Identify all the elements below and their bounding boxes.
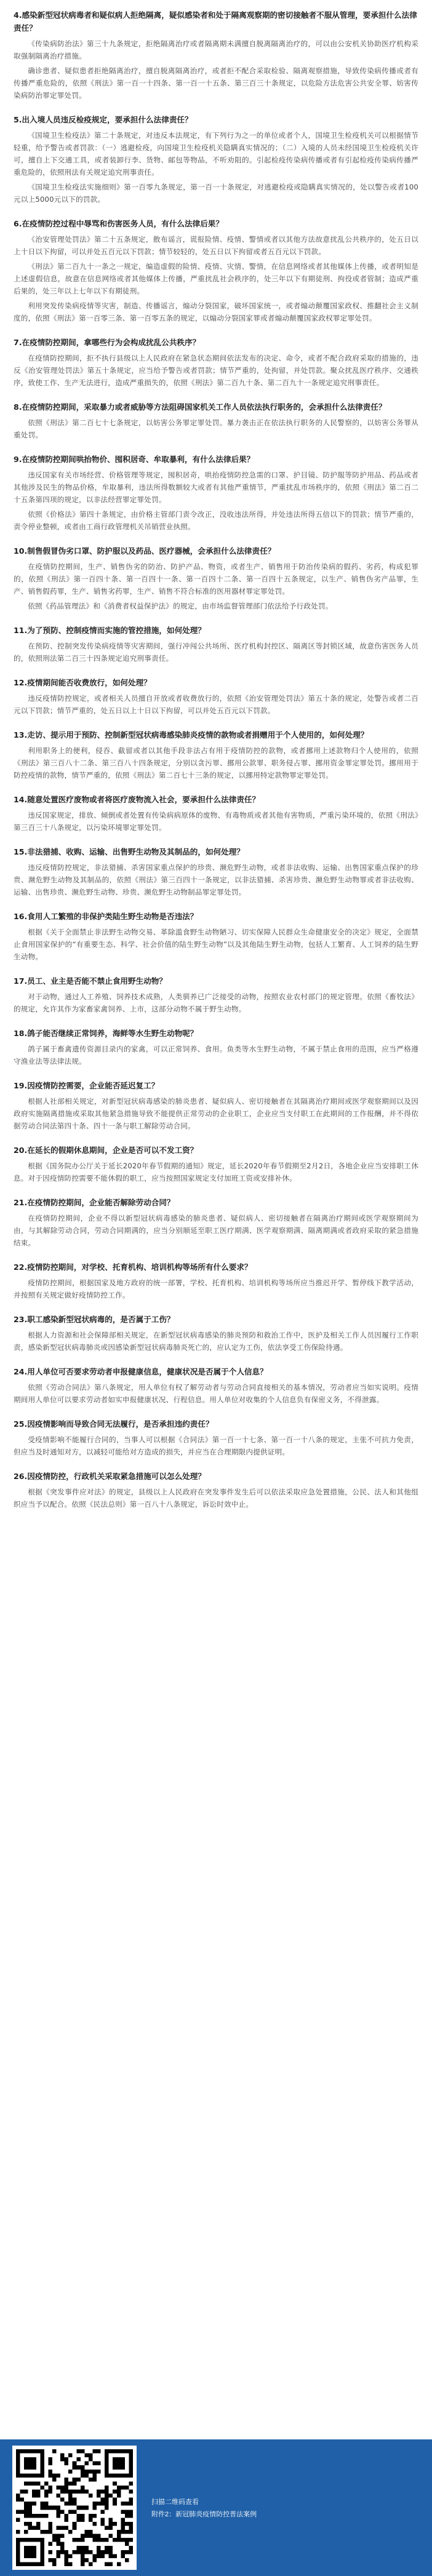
question-heading: 13.走访、提示用于预防、控制新型冠状病毒感染肺炎疫情的款物或者捐赠用于个人使用的，如何处理？ — [14, 730, 369, 740]
qa-item — [14, 845, 418, 898]
answer-paragraph: 在预防、控制突发传染病疫情等灾害期间，强行冲闯公共场所、医疗机构封控区、隔离区等封锁区域，故意伤害医务人员的，依照刑法第二百三十四条规定追究刑事责任。 — [14, 642, 418, 663]
answer-paragraph: 鸽子属于畜禽遗传资源目录内的家禽，可以正常饲养、食用。鱼类等水生野生动物，不属于禁止食用的范围，应当严格遵守渔业法等法律法规。 — [14, 1045, 418, 1066]
answer-paragraph: 在疫情防控期间，拒不执行县级以上人民政府在紧急状态期间依法发布的决定、命令，或者不配合政府采取的措施的，违反《治安管理处罚法》第五十条规定，应当给予警告或者罚款；情节严重的，处拘留，并处罚款。聚众扰乱医疗秩序、交通秩序，致使工作、生产无法进行，造成严重损失的，依照《刑法》第二百九十条、第二百九十一条规定追究刑事责任。 — [14, 354, 418, 387]
answer-paragraph: 依照《药品管理法》和《消费者权益保护法》的规定，由市场监督管理部门依法给予行政处罚。 — [28, 602, 333, 610]
question-heading: 4.感染新型冠状病毒者和疑似病人拒绝隔离，疑似感染者和处于隔离观察期的密切接触者不服从管理，要承担什么法律责任？ — [14, 10, 417, 33]
answer-paragraph: 依照《价格法》第四十条规定，由价格主管部门责令改正，没收违法所得，并处违法所得五倍以下的罚款；情节严重的，责令停业整顿，或者由工商行政管理机关吊销营业执照。 — [14, 510, 418, 531]
answer-paragraph: 疫情防控期间，根据国家及地方政府的统一部署，学校、托育机构、培训机构等场所应当推迟开学、暂停线下教学活动，并按照有关规定做好疫情防控工作。 — [14, 1278, 418, 1299]
qa-item — [14, 336, 418, 389]
question-heading: 15.非法猎捕、收购、运输、出售野生动物及其制品的，如何处理？ — [14, 847, 244, 856]
answer-paragraph: 根据《关于全面禁止非法野生动物交易、革除滥食野生动物陋习、切实保障人民群众生命健康安全的决定》规定，全面禁止食用国家保护的“有重要生态、科学、社会价值的陆生野生动物”以及其他陆生野生动物，包括人工繁育、人工饲养的陆生野生动物。 — [14, 928, 418, 961]
question-heading: 26.因疫情防控，行政机关采取紧急措施可以怎么处理？ — [14, 1472, 206, 1481]
answer-paragraph: 《刑法》第二百九十一条之一规定，编造虚假的险情、疫情、灾情、警情，在信息网络或者其他媒体上传播，或者明知是上述虚假信息，故意在信息网络或者其他媒体上传播，严重扰乱社会秩序的，处三年以下有期徒刑、拘役或者管制；造成严重后果的，处三年以上七年以下有期徒刑。 — [14, 262, 418, 295]
footer-banner — [0, 2439, 432, 2576]
answer-paragraph: 对于动物，通过人工养殖、饲养技术成熟，人类驯养已广泛接受的动物，按照农业农村部门的规定管理。依照《畜牧法》的规定，允许其作为家畜家禽饲养、上市，这部分动物不属于野生动物。 — [14, 992, 418, 1013]
qa-item — [14, 1418, 418, 1458]
qa-item — [14, 1079, 418, 1132]
answer-paragraph: 在疫情防控期间，生产、销售伪劣的防治、防护产品、物资，或者生产、销售用于防治传染病的假药、劣药，构成犯罪的，依照《刑法》第一百四十条、第一百四十一条、第一百四十二条、第一百四十五条规定，以生产、销售伪劣产品罪，生产、销售假药罪，生产、销售劣药罪，生产、销售不符合标准的医用器材罪定罪处罚。 — [14, 562, 418, 596]
question-heading: 10.制售假冒伪劣口罩、防护服以及药品、医疗器械，会承担什么法律责任？ — [14, 546, 276, 556]
qr-code[interactable] — [12, 2446, 137, 2570]
question-heading: 14.随意处置医疗废物或者将医疗废物流入社会，要承担什么法律责任？ — [14, 795, 260, 804]
answer-paragraph: 在疫情防控期间，企业不得以新型冠状病毒感染的肺炎患者、疑似病人、密切接触者在隔离治疗期间或医学观察期间为由，与其解除劳动合同，劳动合同期满的，应当分别顺延至职工医疗期满、医学观察期满、隔离期满或者政府采取的紧急措施结束。 — [14, 1214, 418, 1247]
answer-paragraph: 根据人力资源和社会保障部相关规定，在新型冠状病毒感染的肺炎预防和救治工作中，医护及相关工作人员因履行工作职责，感染新型冠状病毒肺炎或因感染新型冠状病毒肺炎死亡的，应认定为工伤，依法享受工伤保险待遇。 — [14, 1331, 418, 1352]
question-heading: 19.因疫情防控需要，企业能否延迟复工？ — [14, 1081, 159, 1090]
answer-paragraph: 根据《国务院办公厅关于延长2020年春节假期的通知》规定，延长2020年春节假期至2月2日，各地企业应当安排职工休息。对于因疫情防控需要不能休假的职工，应当按照国家规定支付加班工资或安排补休。 — [14, 1162, 418, 1182]
answer-paragraph: 《国境卫生检疫法实施细则》第一百零九条规定，第一百一十条规定，对逃避检疫或隐瞒真实情况的，处以警告或者100元以上5000元以下的罚款。 — [14, 183, 418, 204]
qa-item — [14, 453, 418, 533]
answer-paragraph: 违反国家有关市场经营、价格管理等规定，囤积居奇，哄抬疫情防控急需的口罩、护目镜、防护服等防护用品、药品或者其他涉及民生的物品价格，牟取暴利，违法所得数额较大或者有其他严重情节，严重扰乱市场秩序的，依照《刑法》第二百二十五条第四项的规定，以非法经营罪定罪处罚。 — [14, 471, 418, 504]
qa-item — [14, 9, 418, 102]
question-heading: 6.在疫情防控过程中辱骂和伤害医务人员，有什么法律后果？ — [14, 219, 223, 228]
qa-item — [14, 401, 418, 441]
qa-item — [14, 1196, 418, 1249]
answer-paragraph: 确诊患者、疑似患者拒绝隔离治疗，擅自脱离隔离治疗，或者拒不配合采取检验、隔离观察措施，导致传染病传播或者有传播严重危险的，依照《刑法》第一百一十四条、第一百一十五条、第三百三十条规定，以危险方法危害公共安全罪、妨害传染病防治罪定罪处罚。 — [14, 66, 418, 100]
qa-item — [14, 975, 418, 1015]
qa-item — [14, 217, 418, 324]
qa-item — [14, 544, 418, 612]
answer-paragraph: 违反疫情防控规定，非法猎捕、杀害国家重点保护的珍贵、濒危野生动物，或者非法收购、运输、出售国家重点保护的珍贵、濒危野生动物及其制品的，依照《刑法》第三百四十一条规定，以非法猎捕、杀害珍贵、濒危野生动物罪或者非法收购、运输、出售珍贵、濒危野生动物、珍贵、濒危野生动物制品罪定罪处罚。 — [14, 863, 418, 896]
qa-item — [14, 676, 418, 717]
qa-item — [14, 793, 418, 834]
qa-item — [14, 910, 418, 963]
question-heading: 21.在疫情防控期间，企业能否解除劳动合同？ — [14, 1198, 175, 1207]
answer-paragraph: 根据《突发事件应对法》的规定，县级以上人民政府在突发事件发生后可以依法采取应急处置措施，公民、法人和其他组织应当予以配合。依照《民法总则》第一百八十八条规定，诉讼时效中止。 — [14, 1488, 418, 1509]
footer-line-2: 附件2：新冠肺炎疫情防控普法案例 — [151, 2511, 257, 2518]
answer-paragraph: 利用职务上的便利，侵吞、截留或者以其他手段非法占有用于疫情防控的款物，或者挪用上述款物归个人使用的，依照《刑法》第三百八十二条、第三百八十四条规定，分别以贪污罪、挪用公款罪、职务侵占罪、挪用资金罪定罪处罚。挪用用于防控疫情的款物，情节严重的，依照《刑法》第二百七十三条的规定，以挪用特定款物罪定罪处罚。 — [14, 746, 418, 780]
qa-item — [14, 1261, 418, 1301]
qr-code-icon — [16, 2449, 133, 2566]
qa-item — [14, 1313, 418, 1354]
question-heading: 22.疫情防控期间，对学校、托育机构、培训机构等场所有什么要求？ — [14, 1262, 252, 1272]
answer-paragraph: 《传染病防治法》第三十九条规定，拒绝隔离治疗或者隔离期未满擅自脱离隔离治疗的，可以由公安机关协助医疗机构采取强制隔离治疗措施。 — [14, 39, 418, 60]
qa-item — [14, 1144, 418, 1184]
answer-paragraph: 利用突发传染病疫情等灾害，制造、传播谣言，煽动分裂国家，破坏国家统一，或者煽动颠覆国家政权、推翻社会主义制度的，依照《刑法》第一百零三条、第一百零五条的规定，以煽动分裂国家罪或者煽动颠覆国家政权罪定罪处罚。 — [14, 301, 418, 322]
answer-paragraph: 违反疫情防控规定，或者相关人员擅自开放或者收费放行的，依照《治安管理处罚法》第五十条的规定，处警告或者二百元以下罚款；情节严重的，处五日以上十日以下拘留，可以并处五百元以下罚款。 — [14, 694, 418, 715]
answer-paragraph: 依照《劳动合同法》第八条规定，用人单位有权了解劳动者与劳动合同直接相关的基本情况，劳动者应当如实说明。疫情期间用人单位可以要求劳动者如实申报健康状况、行程信息。用人单位对收集的个人信息负有保密义务，不得泄露。 — [14, 1383, 418, 1404]
footer-line-1: 扫描二维码查看 — [151, 2498, 199, 2506]
answer-paragraph: 《治安管理处罚法》第二十五条规定，散布谣言，谎报险情、疫情、警情或者以其他方法故意扰乱公共秩序的，处五日以上十日以下拘留，可以并处五百元以下罚款；情节较轻的，处五日以下拘留或者五百元以下罚款。 — [14, 235, 418, 256]
question-heading: 18.鸽子能否继续正常饲养，海鲜等水生野生动物呢？ — [14, 1029, 198, 1038]
qa-item — [14, 1470, 418, 1510]
question-heading: 20.在延长的假期休息期间，企业是否可以不发工资？ — [14, 1146, 198, 1155]
answer-paragraph: 根据人社部相关规定，对新型冠状病毒感染的肺炎患者、疑似病人、密切接触者在其隔离治疗期间或医学观察期间以及因政府实施隔离措施或采取其他紧急措施导致不能提供正常劳动的企业职工，企业应当支付职工在此期间的工作报酬，并不得依据劳动合同法第四十条、四十一条与职工解除劳动合同。 — [14, 1097, 418, 1130]
question-heading: 8.在疫情防控期间，采取暴力或者威胁等方法阻碍国家机关工作人员依法执行职务的，会承担什么法律责任？ — [14, 402, 386, 412]
answer-paragraph: 违反国家规定，排放、倾倒或者处置有传染病病原体的废物、有毒物质或者其他有害物质，严重污染环境的，依照《刑法》第三百三十八条规定，以污染环境罪定罪处罚。 — [14, 811, 418, 832]
qa-item — [14, 728, 418, 781]
question-heading: 5.出入境人员违反检疫规定，要承担什么法律责任？ — [14, 115, 193, 124]
question-heading: 24.用人单位可否要求劳动者申报健康信息，健康状况是否属于个人信息？ — [14, 1367, 268, 1376]
question-heading: 7.在疫情防控期间，拿哪些行为会构成扰乱公共秩序？ — [14, 338, 201, 347]
qa-item — [14, 1365, 418, 1406]
question-heading: 23.职工感染新型冠状病毒的，是否属于工伤？ — [14, 1315, 175, 1324]
question-heading: 17.员工、业主是否能不禁止食用野生动物？ — [14, 976, 167, 986]
question-heading: 12.疫情期间能否收费放行，如何处理？ — [14, 678, 151, 687]
qa-item — [14, 113, 418, 205]
question-heading: 16.食用人工繁殖的非保护类陆生野生动物是否违法？ — [14, 912, 198, 921]
question-heading: 11.为了预防、控制疫情而实施的管控措施，如何处理？ — [14, 626, 206, 635]
question-heading: 9.在疫情防控期间哄抬物价、囤积居奇、牟取暴利，有什么法律后果？ — [14, 455, 255, 464]
answer-paragraph: 依照《刑法》第二百七十七条规定，以妨害公务罪定罪处罚。暴力袭击正在依法执行职务的人民警察的，以妨害公务罪从重处罚。 — [14, 418, 418, 439]
answer-paragraph: 《国境卫生检疫法》第二十条规定，对违反本法规定，有下列行为之一的单位或者个人，国境卫生检疫机关可以根据情节轻重，给予警告或者罚款：（一）逃避检疫，向国境卫生检疫机关隐瞒真实情况的；（二）入境的人员未经国境卫生检疫机关许可，擅自上下交通工具，或者装卸行李、货物、邮包等物品，不听劝阻的。引起检疫传染病传播或者有引起检疫传染病传播严重危险的，依照刑法有关规定追究刑事责任。 — [14, 131, 418, 177]
footer-text — [151, 2496, 257, 2521]
answer-paragraph: 受疫情影响不能履行合同的，当事人可以根据《合同法》第一百一十七条、第一百一十八条的规定，主张不可抗力免责，但应当及时通知对方，以减轻可能给对方造成的损失，并应当在合理期限内提供证明。 — [14, 1435, 418, 1456]
qa-item — [14, 624, 418, 664]
qa-item — [14, 1027, 418, 1067]
question-heading: 25.因疫情影响而导致合同无法履行，是否承担违约责任？ — [14, 1419, 214, 1429]
